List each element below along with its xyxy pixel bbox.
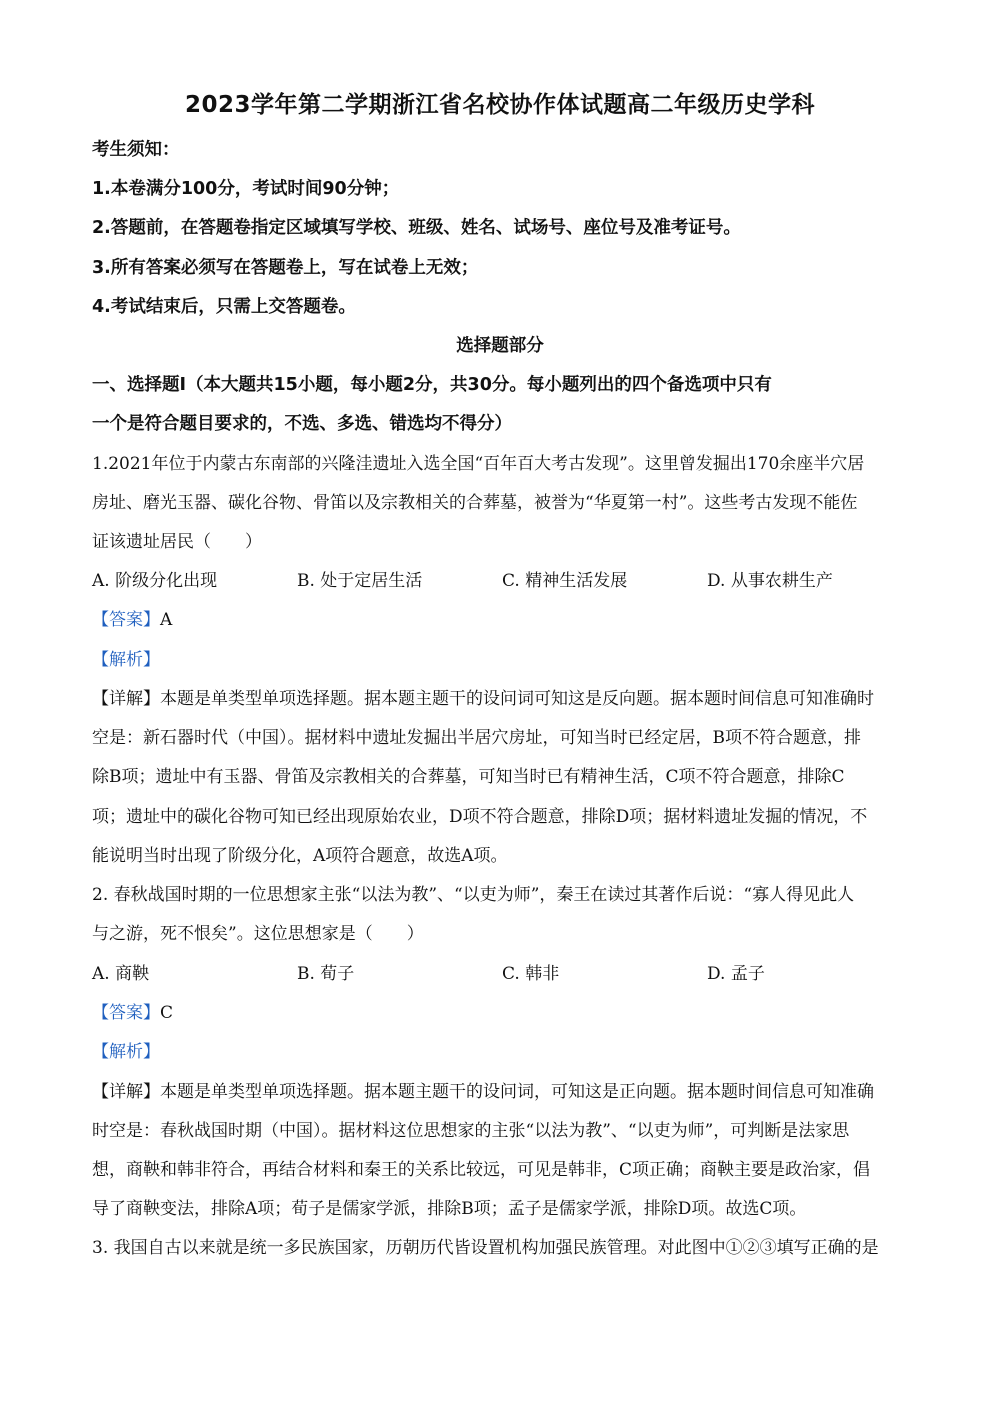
question-1-stem-line: 1.2021年位于内蒙古东南部的兴隆洼遗址入选全国“百年百大考古发现”。这里曾发掘出170余座半穴居 [92,454,865,474]
part-heading-line: 一、选择题Ⅰ（本大题共15小题，每小题2分，共30分。每小题列出的四个备选项中只有 [92,375,772,395]
question-2-analysis-label: 【解析】 [92,1042,160,1062]
question-2-detail-line: 时空是：春秋战国时期（中国）。据材料这位思想家的主张“以法为教”、“以吏为师”，可判断是法家思 [92,1121,850,1141]
question-2-option-c: C. 韩非 [502,964,560,984]
answer-value: C [160,1003,174,1023]
question-1-stem-line: 证该遗址居民（ ） [92,532,262,552]
part-heading-line: 一个是符合题目要求的，不选、多选、错选均不得分） [92,414,512,434]
question-1-detail-line: 能说明当时出现了阶级分化，A项符合题意，故选A项。 [92,846,508,866]
question-1-detail-line: 空是：新石器时代（中国）。据材料中遗址发掘出半居穴房址，可知当时已经定居，B项不符合题意，排 [92,728,861,748]
question-1-option-a: A. 阶级分化出现 [92,571,218,591]
question-2-answer [92,1001,912,1025]
notice-item: 4.考试结束后，只需上交答题卷。 [92,297,356,317]
answer-label: 【答案】 [92,610,160,630]
question-1-stem-line: 房址、磨光玉器、碳化谷物、骨笛以及宗教相关的合葬墓，被誉为“华夏第一村”。这些考古发现不能佐 [92,493,858,513]
question-3-stem-line: 3. 我国自古以来就是统一多民族国家，历朝历代皆设置机构加强民族管理。对此图中①②③填写正确的是 [92,1238,879,1258]
page-title: 2023学年第二学期浙江省名校协作体试题高二年级历史学科 [184,92,815,118]
question-1-option-b: B. 处于定居生活 [297,571,423,591]
question-2-stem-line: 与之游，死不恨矣”。这位思想家是（ ） [92,924,424,944]
question-1-option-c: C. 精神生活发展 [502,571,628,591]
question-2-stem-line: 2. 春秋战国时期的一位思想家主张“以法为教”、“以吏为师”，秦王在读过其著作后说：“寡人得见此人 [92,885,855,905]
answer-value: A [160,610,173,630]
question-2-detail-line: 导了商鞅变法，排除A项；荀子是儒家学派，排除B项；孟子是儒家学派，排除D项。故选C项。 [92,1199,807,1219]
notice-item: 3.所有答案必须写在答题卷上，写在试卷上无效； [92,258,479,278]
question-2-option-b: B. 荀子 [297,964,355,984]
question-1-detail-line: 除B项；遗址中有玉器、骨笛及宗教相关的合葬墓，可知当时已有精神生活，C项不符合题意，排除C [92,767,845,787]
answer-label: 【答案】 [92,1003,160,1023]
question-2-detail-line: 【详解】本题是单类型单项选择题。据本题主题干的设问词，可知这是正向题。据本题时间信息可知准确 [92,1082,874,1102]
question-2-option-d: D. 孟子 [707,964,765,984]
question-1-detail-line: 项；遗址中的碳化谷物可知已经出现原始农业，D项不符合题意，排除D项；据材料遗址发掘的情况，不 [92,807,868,827]
question-1-analysis-label: 【解析】 [92,650,160,670]
notice-heading: 考生须知： [92,140,180,160]
question-1-detail-line: 【详解】本题是单类型单项选择题。据本题主题干的设问词可知这是反向题。据本题时间信息可知准确时 [92,689,874,709]
question-1-answer [92,608,912,632]
question-2-option-a: A. 商鞅 [92,964,150,984]
section-title: 选择题部分 [456,336,544,356]
question-1-option-d: D. 从事农耕生产 [707,571,833,591]
notice-item: 2.答题前，在答题卷指定区域填写学校、班级、姓名、试场号、座位号及准考证号。 [92,218,741,238]
notice-item: 1.本卷满分100分，考试时间90分钟； [92,179,400,199]
question-2-detail-line: 想，商鞅和韩非符合，再结合材料和秦王的关系比较远，可见是韩非，C项正确；商鞅主要是政治家，倡 [92,1160,871,1180]
